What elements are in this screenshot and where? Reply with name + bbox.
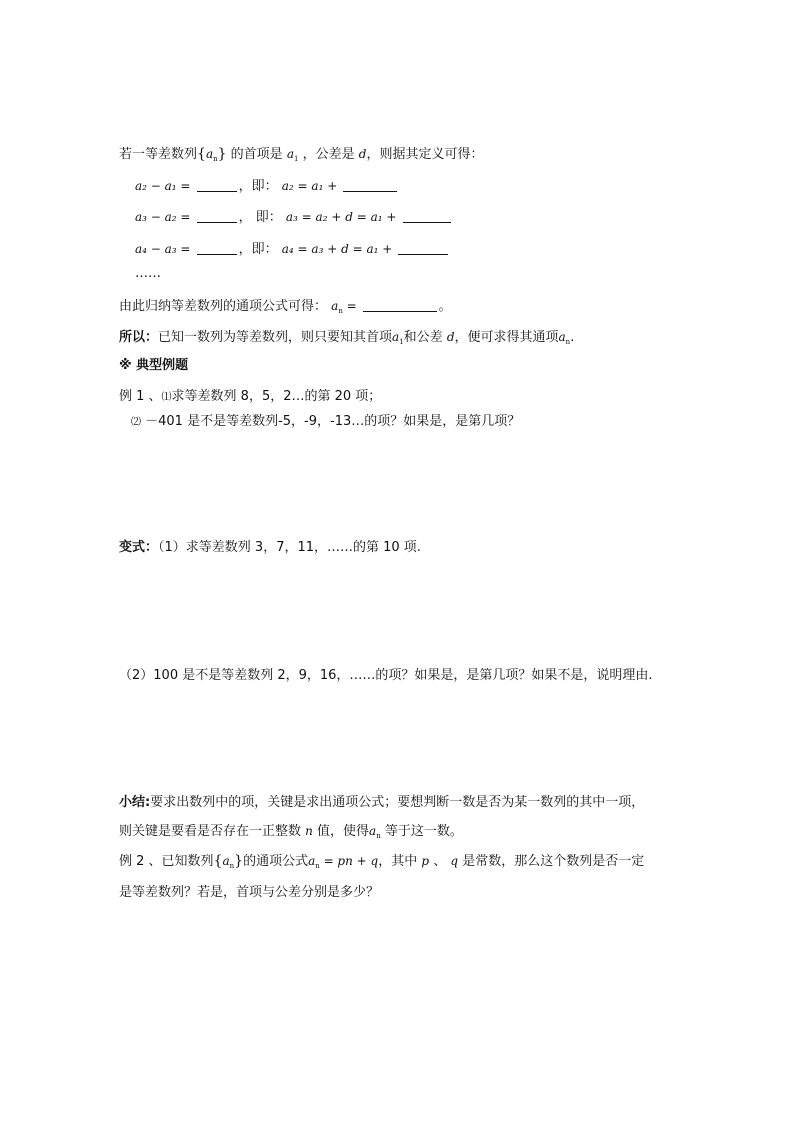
summary-n: n xyxy=(305,824,313,838)
eq2-blank-2[interactable] xyxy=(403,221,451,223)
intro-mid1: 的首项是 xyxy=(230,147,283,162)
ex2-text-3: 是常数，那么这个数列是否一定 xyxy=(462,854,645,869)
ex1-part2 xyxy=(131,412,520,433)
variant-q1 xyxy=(119,538,421,558)
soyi-d: d xyxy=(446,330,455,344)
general-an: $a_n$ xyxy=(331,299,343,315)
intro-post: ，则据其定义可得： xyxy=(366,147,484,162)
intro-line xyxy=(119,144,483,169)
soyi-text3: ，便可求得其通项 xyxy=(454,330,559,345)
general-blank[interactable] xyxy=(363,310,437,312)
summary-text-2b: 值，使得 xyxy=(317,824,370,839)
seq-an: $a_n$ xyxy=(205,147,218,163)
soyi-text1: 已知一数列为等差数列，则只要知其首项 xyxy=(158,330,393,345)
eq2-lhs: a₃ − a₂ = xyxy=(135,210,191,224)
eq3-mid: ，即： xyxy=(238,242,278,257)
eq-line-3 xyxy=(135,239,450,260)
eq1-rhs: a₂ = a₁ + xyxy=(281,179,338,193)
ex2-text-2: ，其中 xyxy=(378,854,418,869)
soyi-a1: $a_1$ xyxy=(392,330,404,346)
general-end: 。 xyxy=(438,299,452,314)
summary-line-2 xyxy=(119,821,463,846)
first-term-a1: $a_1$ xyxy=(286,147,299,163)
paren-right: } xyxy=(217,146,227,162)
eq2-blank-1[interactable] xyxy=(197,221,237,223)
ellipsis: …… xyxy=(135,266,161,281)
eq3-lhs: a₄ − a₃ = xyxy=(135,242,191,256)
eq3-rhs: a₄ = a₃ + d = a₁ + xyxy=(281,242,393,256)
ex2-line-2: 是等差数列？若是，首项与公差分别是多少？ xyxy=(119,885,380,900)
paren-left: { xyxy=(197,146,206,162)
ex2-label: 例 2 、已知数列 xyxy=(119,854,214,869)
ex1-label: 例 1 、 xyxy=(119,389,162,404)
eq-line-1 xyxy=(135,176,399,197)
general-eq: = xyxy=(342,299,361,313)
variant-q2: （2）100 是不是等差数列 2，9，16，……的项？如果是，是第几项？如果不是，说明理由. xyxy=(119,668,653,683)
ex2-line-1 xyxy=(119,851,644,876)
ex2-paren-right: } xyxy=(234,853,244,869)
ex2-sep: 、 xyxy=(433,854,447,869)
diff-d: d xyxy=(358,147,367,161)
intro-pre: 若一等差数列 xyxy=(119,147,198,162)
summary-line-1 xyxy=(119,793,644,813)
ex2-p: p xyxy=(421,854,430,868)
summary-label: 小结: xyxy=(119,795,151,810)
ex2-paren-left: { xyxy=(213,853,223,869)
general-formula-line xyxy=(119,296,452,321)
ex2-formula: $a_n$ = pn + q xyxy=(308,854,379,870)
summary-text-1: 要求出数列中的项，关键是求出通项公式；要想判断一数是否为某一数列的其中一项， xyxy=(150,795,645,810)
soyi-an: $a_n$ xyxy=(558,330,571,346)
summary-text-2a: 则关键是要看是否存在一正整数 xyxy=(119,824,302,839)
eq3-blank-2[interactable] xyxy=(398,253,448,255)
variant-label: 变式： xyxy=(119,540,159,555)
eq1-blank-1[interactable] xyxy=(197,190,237,192)
ex1-p2-text: －401 是不是等差数列-5，-9，-13…的项？如果是，是第几项？ xyxy=(145,414,521,429)
intro-mid2: ，公差是 xyxy=(302,147,355,162)
general-text: 由此归纳等差数列的通项公式可得： xyxy=(119,299,328,314)
ex1-p2-num: ⑵ xyxy=(131,417,141,428)
soyi-line xyxy=(119,327,574,352)
eq3-blank-1[interactable] xyxy=(197,253,237,255)
ex2-seq: $a_n$ xyxy=(222,854,235,870)
soyi-end: . xyxy=(570,330,575,345)
ex1-part1 xyxy=(119,387,381,408)
ex2-q: q xyxy=(450,854,459,868)
soyi-label: 所以： xyxy=(119,330,159,345)
variant-q1-text: （1）求等差数列 3，7，11，……的第 10 项. xyxy=(158,540,421,555)
section-title: ※ 典型例题 xyxy=(119,358,189,373)
eq-line-2 xyxy=(135,207,453,228)
summary-an: $a_n$ xyxy=(369,824,381,840)
ex2-text-1: 的通项公式 xyxy=(243,854,309,869)
ex1-p1-text: 求等差数列 8，5，2…的第 20 项； xyxy=(171,389,382,404)
soyi-text2: 和公差 xyxy=(403,330,443,345)
eq1-blank-2[interactable] xyxy=(343,190,397,192)
eq1-mid: ，即： xyxy=(238,179,278,194)
eq2-rhs: a₃ = a₂ + d = a₁ + xyxy=(285,210,397,224)
eq1-lhs: a₂ − a₁ = xyxy=(135,179,191,193)
summary-text-2c: 等于这一数。 xyxy=(384,824,463,839)
ex1-p1-num: ⑴ xyxy=(161,392,172,403)
eq2-mid: ， 即： xyxy=(238,210,282,225)
